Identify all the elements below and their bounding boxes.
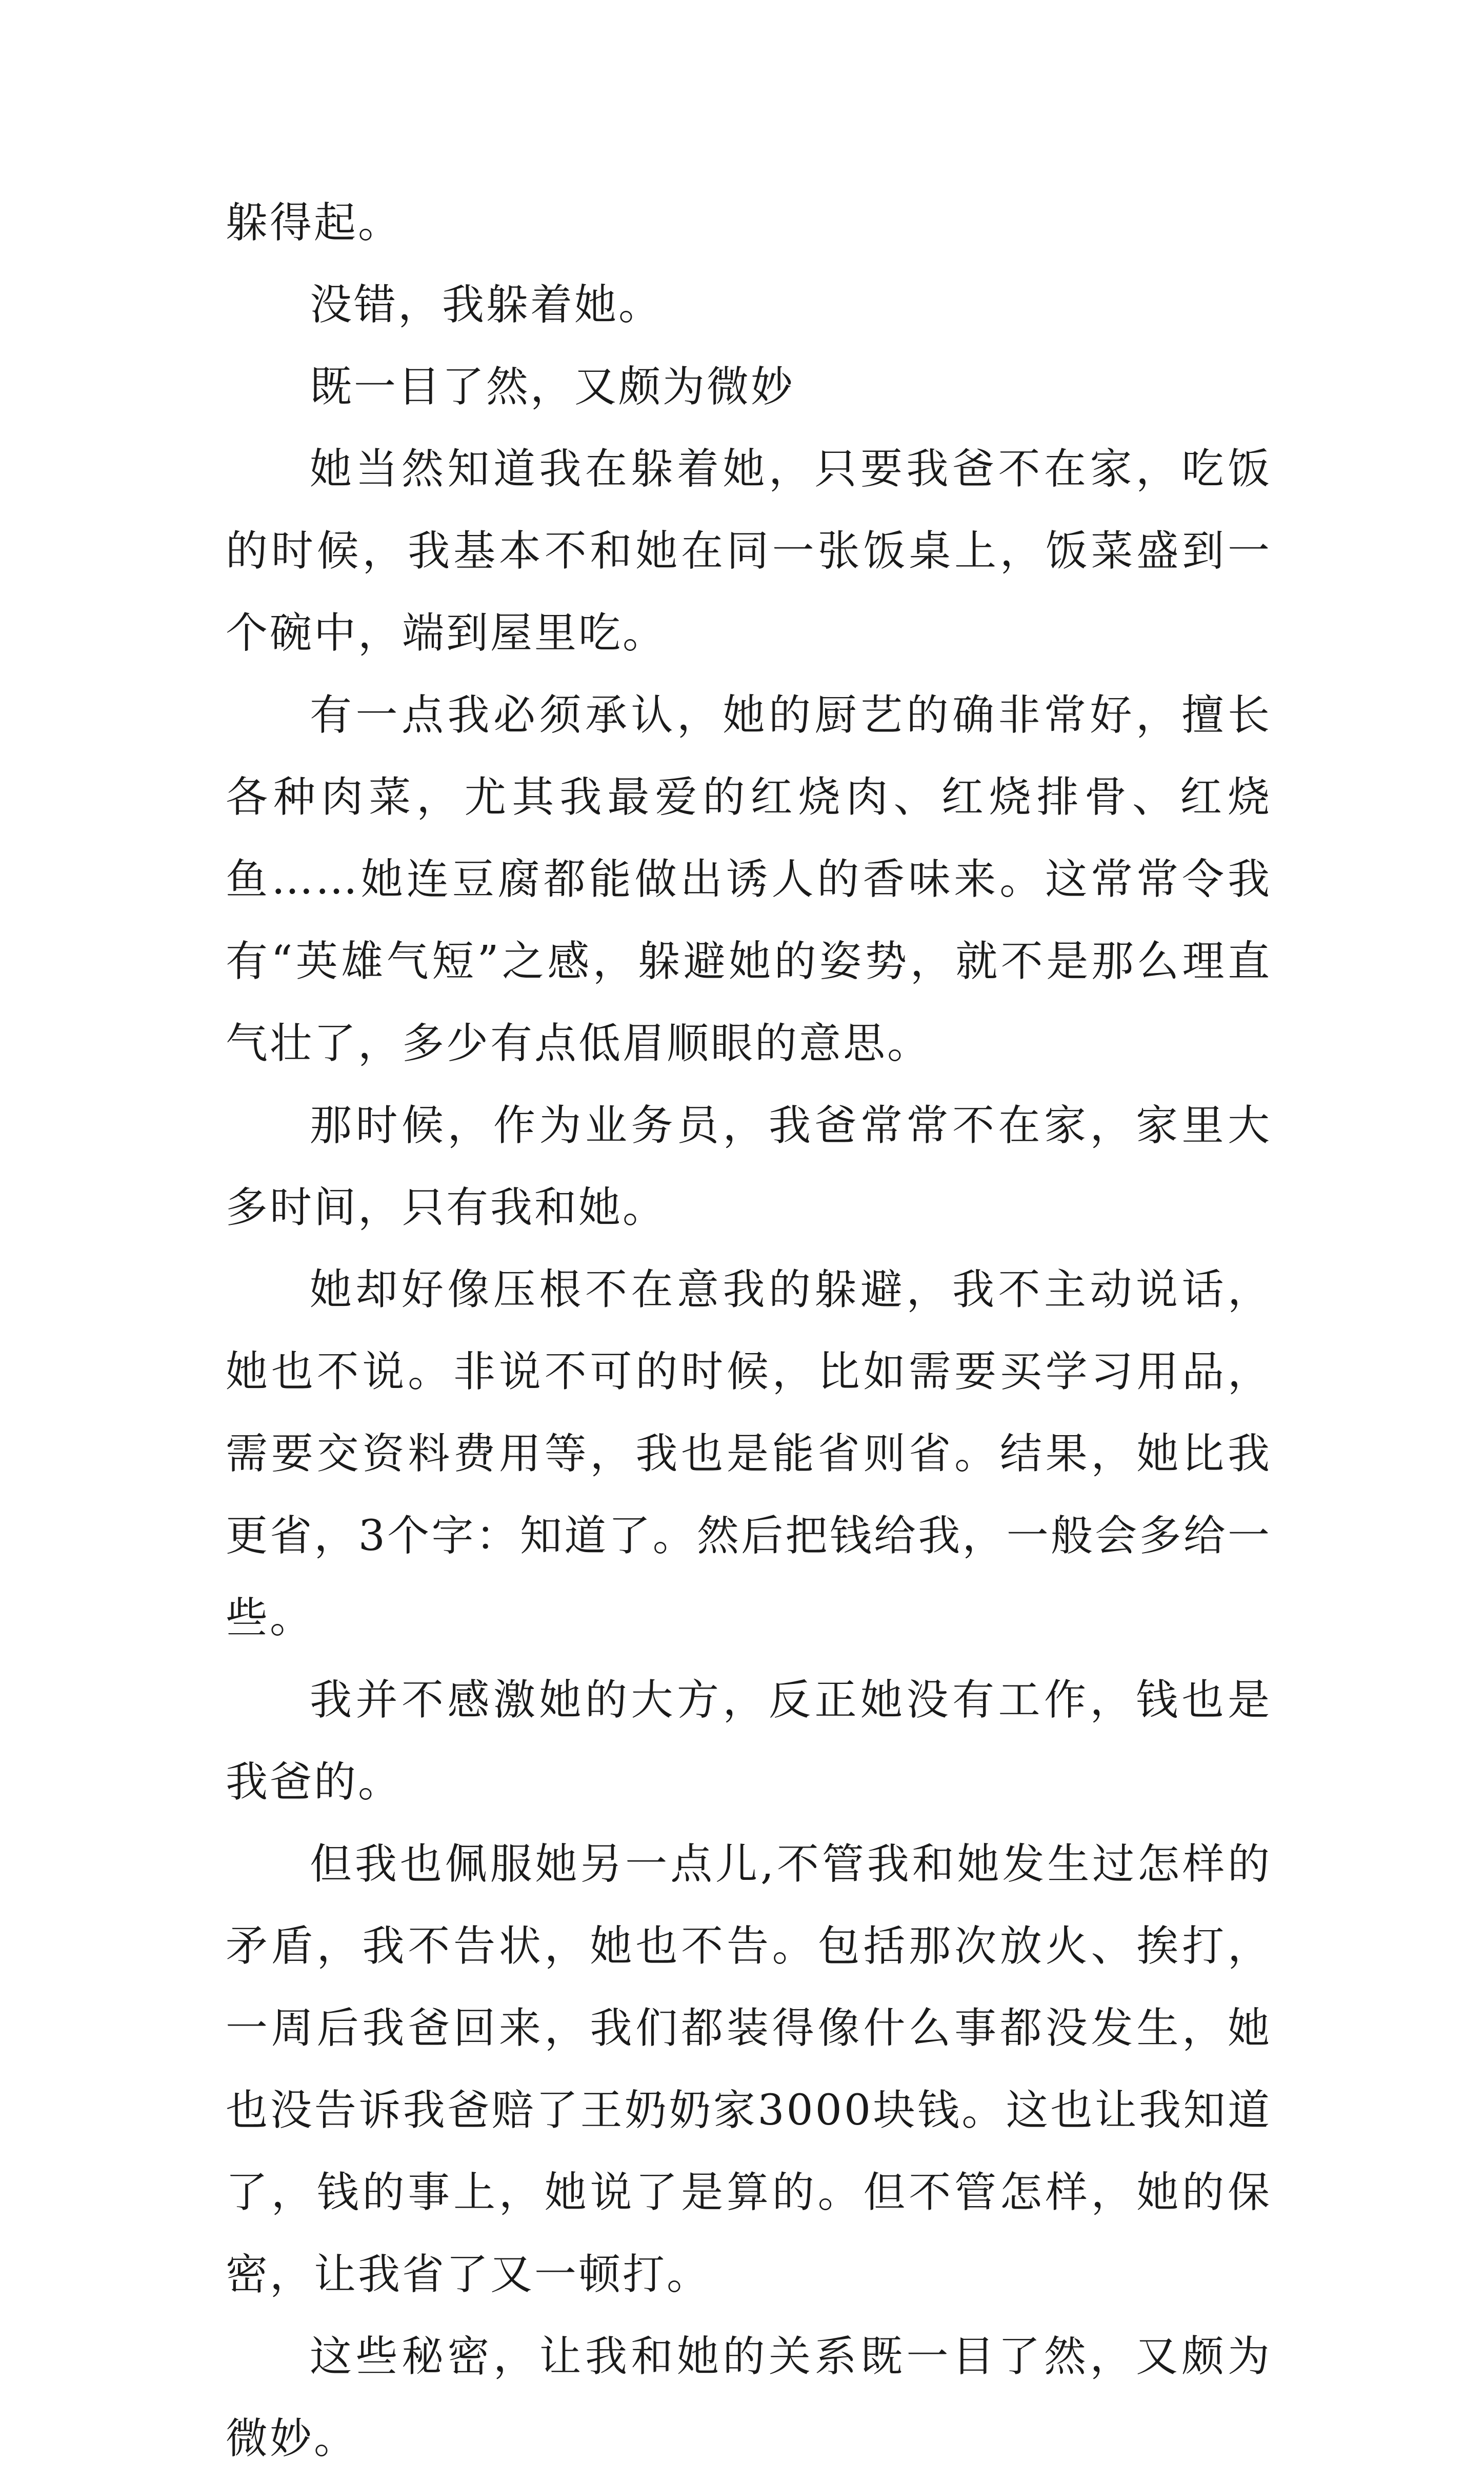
paragraph: 她当然知道我在躲着她，只要我爸不在家，吃饭的时候，我基本不和她在同一张饭桌上，饭菜盛到一个碗中，端到屋里吃。 [226,445,1272,658]
paragraph: 我并不感激她的大方，反正她没有工作，钱也是我爸的。 [226,1676,1272,1807]
paragraph-continuation: 躲得起。 [226,199,403,247]
paragraph: 那时候，作为业务员，我爸常常不在家，家里大多时间，只有我和她。 [226,1101,1272,1232]
paragraph: 有一点我必须承认，她的厨艺的确非常好，擅长各种肉菜，尤其我最爱的红烧肉、红烧排骨、红烧鱼……她连豆腐都能做出诱人的香味来。这常常令我有“英雄气短”之感，躲避她的姿势，就不是那么理直气壮了，多少有点低眉顺眼的意思。 [226,691,1272,1068]
paragraph: 她却好像压根不在意我的躲避，我不主动说话，她也不说。非说不可的时候，比如需要买学习用品，需要交资料费用等，我也是能省则省。结果，她比我更省，3个字：知道了。然后把钱给我，一般会多给一些。 [226,1265,1272,1642]
document-page [226,182,1272,2480]
paragraph: 但我也佩服她另一点儿,不管我和她发生过怎样的矛盾，我不告状，她也不告。包括那次放火、挨打，一周后我爸回来，我们都装得像什么事都没发生，她也没告诉我爸赔了王奶奶家3000块钱。这也让我知道了，钱的事上，她说了是算的。但不管怎样，她的保密，让我省了又一顿打。 [226,1840,1272,2299]
paragraph: 没错，我躲着她。 [310,281,663,329]
section-heading: 既一目了然，又颇为微妙 [310,363,795,411]
paragraph: 这些秘密，让我和她的关系既一目了然，又颇为微妙。 [226,2332,1272,2463]
